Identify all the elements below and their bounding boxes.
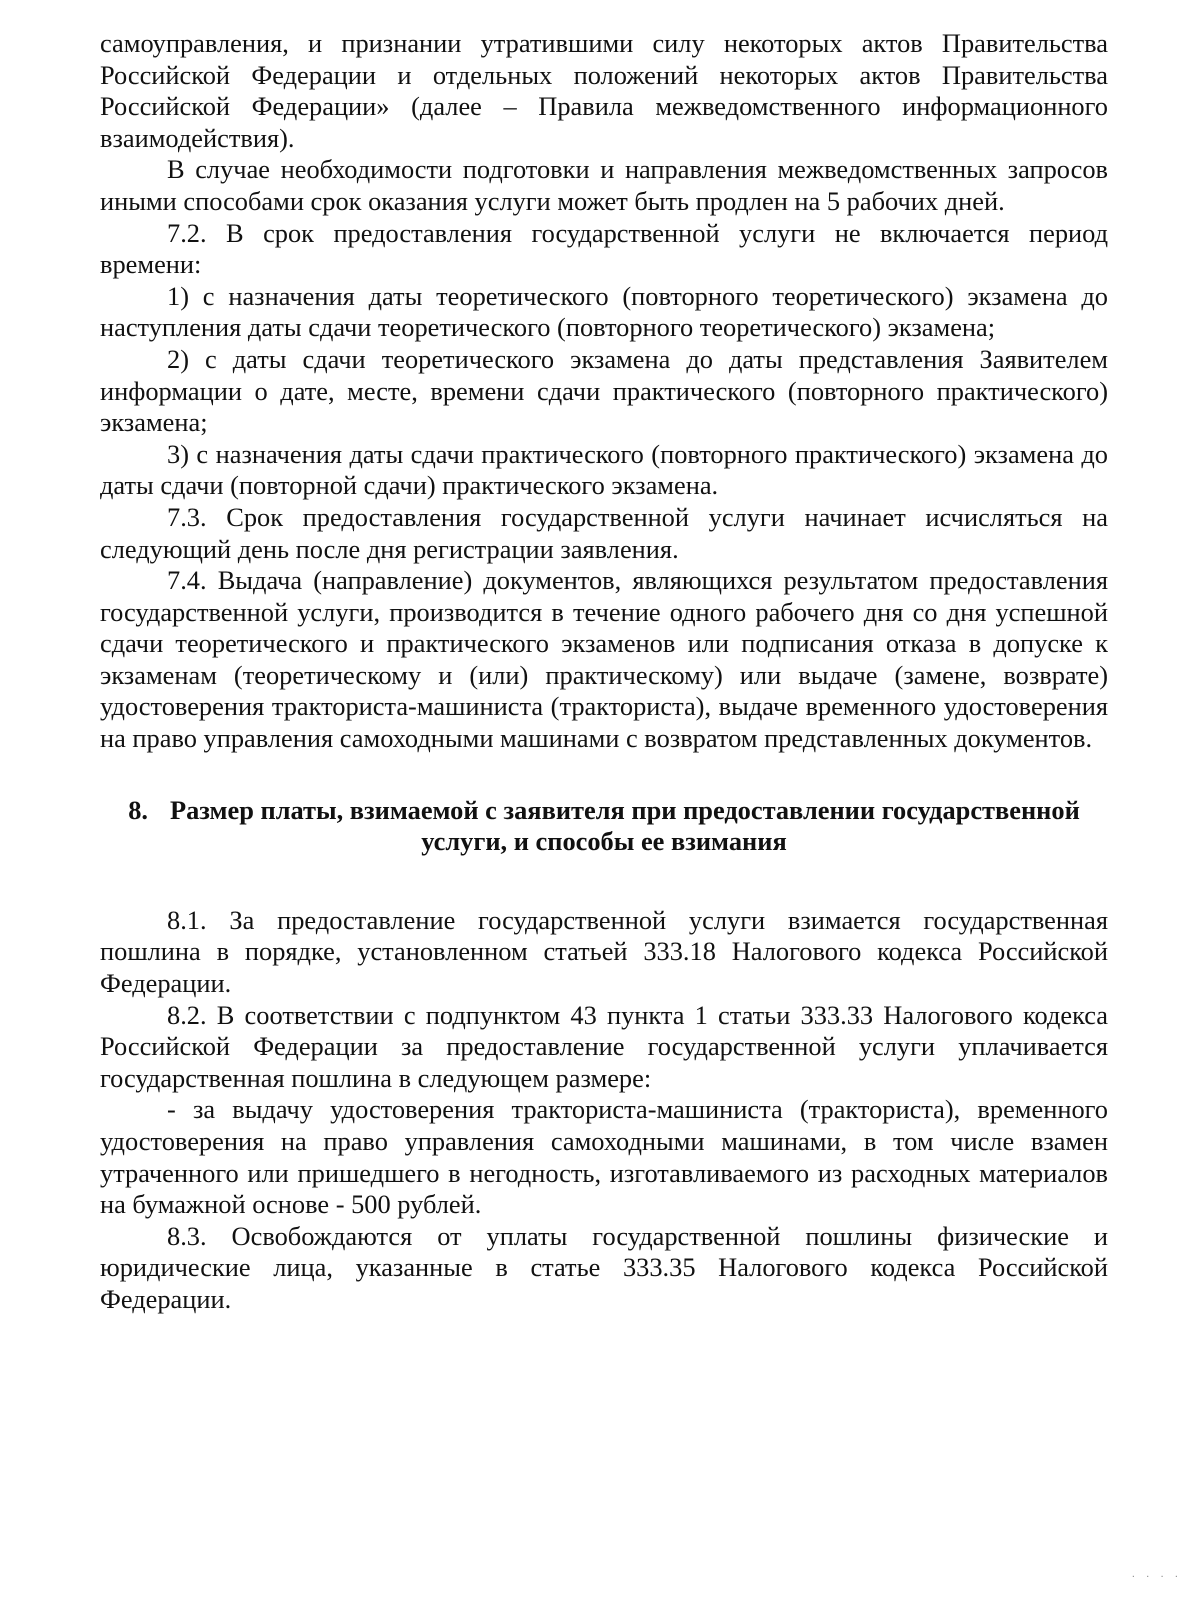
paragraph-7-2: 7.2. В срок предоставления государственной услуги не включается период времени: <box>100 217 1108 280</box>
paragraph-8-3: 8.3. Освобождаются от уплаты государственной пошлины физические и юридические лица, указанные в статье 333.35 Налогового кодекса Российской Федерации. <box>100 1220 1108 1314</box>
paragraph-7-2-item-3: 3) с назначения даты сдачи практического (повторного практического) экзамена до даты сдачи (повторной сдачи) практического экзамена. <box>100 438 1108 501</box>
paragraph-8-2: 8.2. В соответствии с подпунктом 43 пункта 1 статьи 333.33 Налогового кодекса Российской Федерации за предоставление государственной услуги уплачивается государственная пошлина в следующем размере: <box>100 999 1108 1093</box>
paragraph-extension: В случае необходимости подготовки и направления межведомственных запросов иными способами срок оказания услуги может быть продлен на 5 рабочих дней. <box>100 154 1108 216</box>
paragraph-8-2-item: - за выдачу удостоверения тракториста-машиниста (тракториста), временного удостоверения на право управления самоходными машинами, в том числе взамен утраченного или пришедшего в негодность, изготавливаемого из расходных материалов на бумажной основе - 500 рублей. <box>100 1094 1108 1220</box>
section-8-number: 8. <box>128 794 148 825</box>
paragraph-7-2-item-1: 1) с назначения даты теоретического (повторного теоретического) экзамена до наступления даты сдачи теоретического (повторного теоретического) экзамена; <box>100 280 1108 343</box>
paragraph-continuation: самоуправления, и признании утратившими силу некоторых актов Правительства Российской Федерации и отдельных положений некоторых актов Правительства Российской Федерации» (далее – Правила межведомственного информационного взаимодействия). <box>100 28 1108 153</box>
section-8-title: Размер платы, взимаемой с заявителя при предоставлении государственной услуги, и способы ее взимания <box>169 794 1080 857</box>
scan-artifact: · · · · <box>1131 1572 1182 1583</box>
section-8-heading <box>100 795 1108 858</box>
paragraph-7-2-item-2: 2) с даты сдачи теоретического экзамена до даты представления Заявителем информации о дате, месте, времени сдачи практического (повторного практического) экзамена; <box>100 343 1108 438</box>
paragraph-8-1: 8.1. За предоставление государственной услуги взимается государственная пошлина в порядке, установленном статьей 333.18 Налогового кодекса Российской Федерации. <box>100 904 1108 999</box>
paragraph-7-3: 7.3. Срок предоставления государственной услуги начинает исчисляться на следующий день после дня регистрации заявления. <box>100 501 1108 564</box>
paragraph-7-4: 7.4. Выдача (направление) документов, являющихся результатом предоставления государственной услуги, производится в течение одного рабочего дня со дня успешной сдачи теоретического и практического экзаменов или подписания отказа в допуске к экзаменам (теоретическому и (или) практическому) или выдаче (замене, возврате) удостоверения тракториста-машиниста (тракториста), выдаче временного удостоверения на право управления самоходными машинами с возвратом представленных документов. <box>100 565 1108 754</box>
document-page <box>100 28 1108 1316</box>
